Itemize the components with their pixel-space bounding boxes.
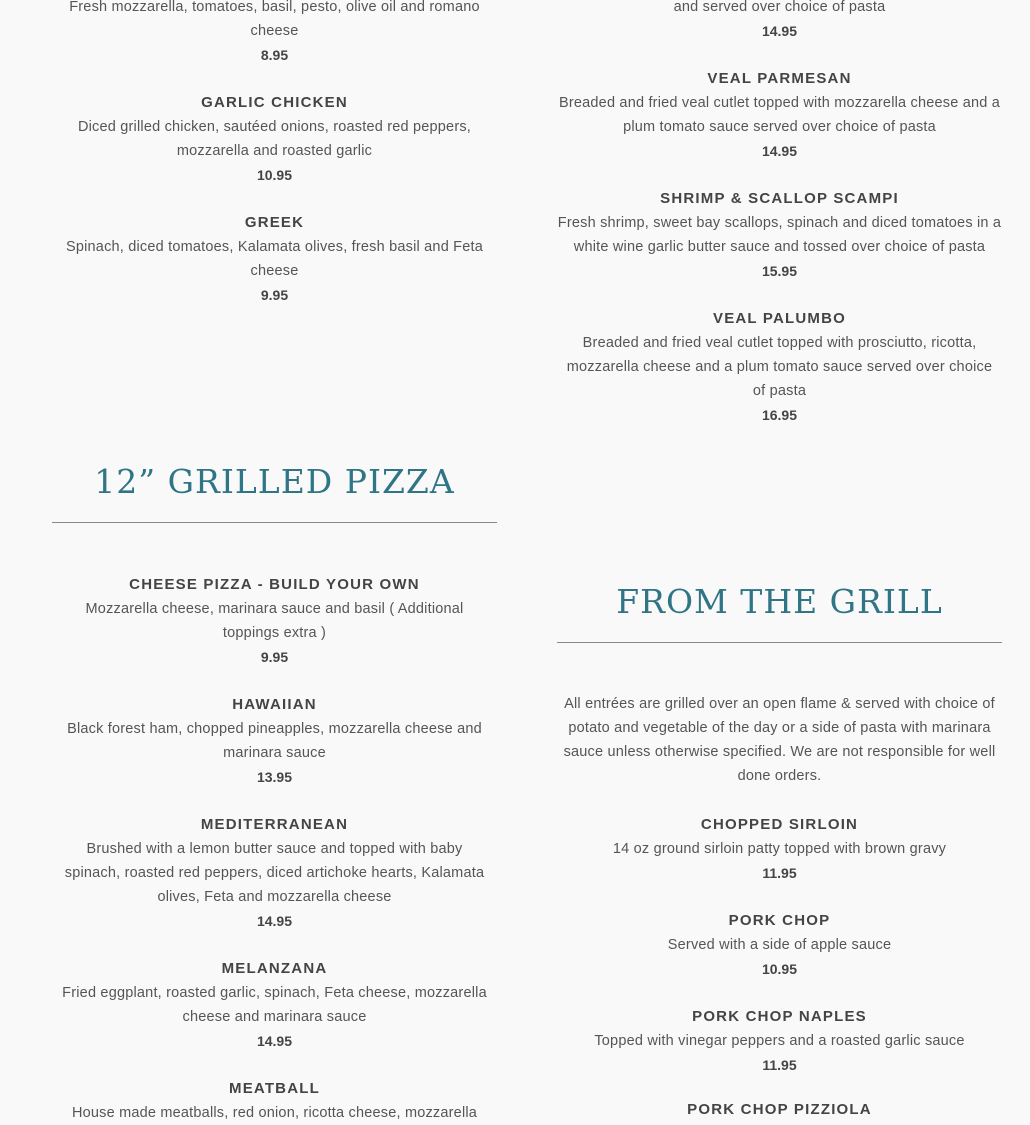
menu-item-mediterranean <box>52 813 497 933</box>
section-divider <box>52 522 497 523</box>
menu-item-price: 8.95 <box>260 47 289 63</box>
menu-item-price: 14.95 <box>256 913 293 929</box>
menu-item-price: 9.95 <box>260 287 289 303</box>
menu-item-shrimp-scallop-scampi <box>557 187 1002 283</box>
menu-item-price: 14.95 <box>761 23 798 39</box>
menu-item-description: Breaded and fried veal cutlet topped with mozzarella cheese and a plum tomato sauce served over choice of pasta <box>558 95 1001 135</box>
menu-item-melanzana <box>52 957 497 1053</box>
menu-item-description: Brushed with a lemon butter sauce and topped with baby spinach, roasted red peppers, diced artichoke hearts, Kalamata olives, Feta and mozzarella cheese <box>64 841 485 905</box>
menu-item-name: MEDITERRANEAN <box>200 816 349 833</box>
menu-item-price: 15.95 <box>761 263 798 279</box>
menu-item-description: Fried eggplant, roasted garlic, spinach, Feta cheese, mozzarella cheese and marinara sauce <box>62 985 487 1025</box>
menu-item-description: Served with a side of apple sauce <box>667 937 892 953</box>
menu-item-name: CHOPPED SIRLOIN <box>700 816 859 833</box>
menu-item-greek <box>52 211 497 307</box>
menu-item-name: VEAL PALUMBO <box>712 310 847 327</box>
menu-item-description: Mozzarella cheese, marinara sauce and basil ( Additional toppings extra ) <box>85 601 464 641</box>
menu-item-pork-chop-pizziola <box>557 1098 1002 1122</box>
menu-item-cheese-pizza <box>52 573 497 669</box>
menu-item-name: CHEESE PIZZA - BUILD YOUR OWN <box>129 576 420 593</box>
menu-item-price: 13.95 <box>256 769 293 785</box>
section-heading-from-the-grill: FROM THE GRILL <box>616 582 943 621</box>
menu-item-pork-chop <box>557 909 1002 981</box>
menu-item-chopped-sirloin <box>557 813 1002 885</box>
section-divider <box>557 642 1002 643</box>
menu-item-description: Topped with vinegar peppers and a roasted garlic sauce <box>594 1033 965 1049</box>
menu-item-price: 14.95 <box>256 1033 293 1049</box>
menu-item-name: MEATBALL <box>229 1080 320 1097</box>
menu-item-price: 10.95 <box>256 167 293 183</box>
menu-item-name: PORK CHOP NAPLES <box>692 1008 867 1025</box>
menu-item-description: and served over choice of pasta <box>673 0 886 15</box>
menu-item-name: VEAL PARMESAN <box>707 70 852 87</box>
menu-item-hawaiian <box>52 693 497 789</box>
grill-intro-text: All entrées are grilled over an open flame & served with choice of potato and vegetable of the day or a side of pasta with marinara sauce unless otherwise specified. We are not responsible for well done orders. <box>563 696 996 784</box>
menu-item-name: HAWAIIAN <box>232 696 317 713</box>
menu-item-veal-palumbo <box>557 307 1002 427</box>
menu-item-veal-parmesan <box>557 67 1002 163</box>
menu-item-price: 9.95 <box>260 649 289 665</box>
menu-item-meatball <box>52 1077 497 1125</box>
menu-item-name: GARLIC CHICKEN <box>201 94 348 111</box>
menu-item-name: GREEK <box>244 214 305 231</box>
menu-item-name: MELANZANA <box>221 960 328 977</box>
menu-item-pork-chop-naples <box>557 1005 1002 1077</box>
menu-item-garlic-chicken <box>52 91 497 187</box>
menu-item-description: Breaded and fried veal cutlet topped with prosciutto, ricotta, mozzarella cheese and a plum tomato sauce served over choice of pasta <box>566 335 993 399</box>
menu-item-price: 10.95 <box>761 961 798 977</box>
menu-item-price: 14.95 <box>761 143 798 159</box>
left-column <box>52 0 497 1121</box>
menu-item-continued <box>557 0 1002 43</box>
section-heading-grilled-pizza: 12” GRILLED PIZZA <box>94 462 455 501</box>
menu-item-description: House made meatballs, red onion, ricotta cheese, mozzarella <box>71 1105 478 1121</box>
menu-item-description: Diced grilled chicken, sautéed onions, roasted red peppers, mozzarella and roasted garlic <box>77 119 472 159</box>
menu-item-description: Fresh mozzarella, tomatoes, basil, pesto, olive oil and romano cheese <box>69 0 480 39</box>
menu-item-description: Spinach, diced tomatoes, Kalamata olives, fresh basil and Feta cheese <box>65 239 483 279</box>
menu-item-description: Black forest ham, chopped pineapples, mozzarella cheese and marinara sauce <box>67 721 482 761</box>
menu-item-name: PORK CHOP <box>728 912 831 929</box>
menu-item-price: 16.95 <box>761 407 798 423</box>
menu-item-name: PORK CHOP PIZZIOLA <box>687 1101 872 1118</box>
menu-item-price: 11.95 <box>762 1057 797 1073</box>
menu-item-caprese-continued <box>52 0 497 67</box>
menu-item-name: SHRIMP & SCALLOP SCAMPI <box>660 190 899 207</box>
menu-item-description: 14 oz ground sirloin patty topped with brown gravy <box>612 841 947 857</box>
right-column <box>557 0 1002 1118</box>
menu-item-description: Fresh shrimp, sweet bay scallops, spinach and diced tomatoes in a white wine garlic butter sauce and tossed over choice of pasta <box>557 215 1002 255</box>
menu-item-price: 11.95 <box>762 865 797 881</box>
